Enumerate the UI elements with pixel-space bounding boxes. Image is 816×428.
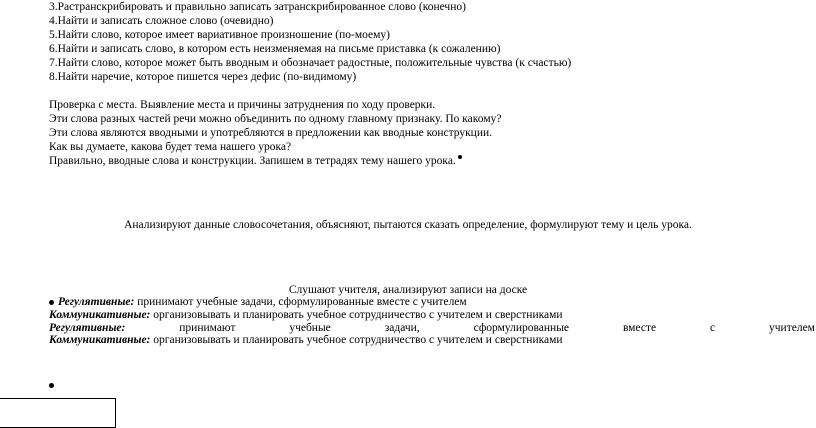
check-line-1: Проверка с места. Выявление места и причины затруднения по ходу проверки.: [49, 99, 436, 111]
comm-text: организовывать и планировать учебное сотрудничество с учителем и сверстниками: [153, 309, 563, 321]
bullet-icon: [49, 300, 54, 305]
analyze-text: Анализируют данные словосочетания, объясняют, пытаются сказать определение, формулируют тему и цель урока.: [124, 219, 692, 231]
reg-word: задачи,: [384, 322, 420, 334]
reg-word: принимают: [179, 322, 236, 334]
reg-word: сформулированные: [473, 322, 570, 334]
reg-label-2: Регулятивные:: [49, 322, 126, 334]
check-line-2: Эти слова разных частей речи можно объединить по одному главному признаку. По какому?: [49, 113, 502, 125]
task-line-4: 4.Найти и записать сложное слово (очевидно): [49, 15, 274, 27]
task-line-8: 8.Найти наречие, которое пишется через дефис (по-видимому): [49, 71, 357, 83]
table-cell-border: [0, 398, 116, 428]
task-line-7: 7.Найти слово, которое может быть вводным и обозначает радостные, положительные чувства (к счастью): [49, 57, 572, 69]
bullet-icon: [49, 376, 58, 394]
task-line-5: 5.Найти слово, которое имеет вариативное произношение (по-моему): [49, 29, 390, 41]
reg-text: принимают учебные задачи, сформулированные вместе с учителем: [137, 296, 467, 308]
reg-label: Регулятивные:: [58, 296, 135, 308]
reg-word: учебные: [289, 322, 331, 334]
check-line-3: Эти слова являются вводными и употребляются в предложении как вводные конструкции.: [49, 127, 493, 139]
bullet-icon: [458, 155, 462, 159]
check-line-5-text: Правильно, вводные слова и конструкции. Запишем в тетрадях тему нашего урока.: [49, 155, 456, 167]
uud-regulatory-1: [49, 295, 467, 309]
task-line-6: 6.Найти и записать слово, в котором есть неизменяемая на письме приставка (к сожалению): [49, 43, 501, 55]
uud-communicative-2: [49, 333, 563, 347]
comm-label: Коммуникативные:: [49, 309, 151, 321]
comm-label-2: Коммуникативные:: [49, 334, 151, 346]
task-line-3: 3.Растранскрибировать и правильно записать затранскрибированное слово (конечно): [49, 1, 466, 13]
comm-text-2: организовывать и планировать учебное сотрудничество с учителем и сверстниками: [153, 334, 563, 346]
check-line-4: Как вы думаете, какова будет тема нашего урока?: [49, 141, 292, 153]
reg-word: вместе: [622, 322, 657, 334]
reg-word: с: [710, 322, 716, 334]
reg-word: учителем: [769, 322, 815, 334]
check-line-5: [49, 154, 466, 168]
uud-communicative-1: [49, 308, 563, 322]
listen-text: Слушают учителя, анализируют записи на доске: [288, 284, 528, 296]
